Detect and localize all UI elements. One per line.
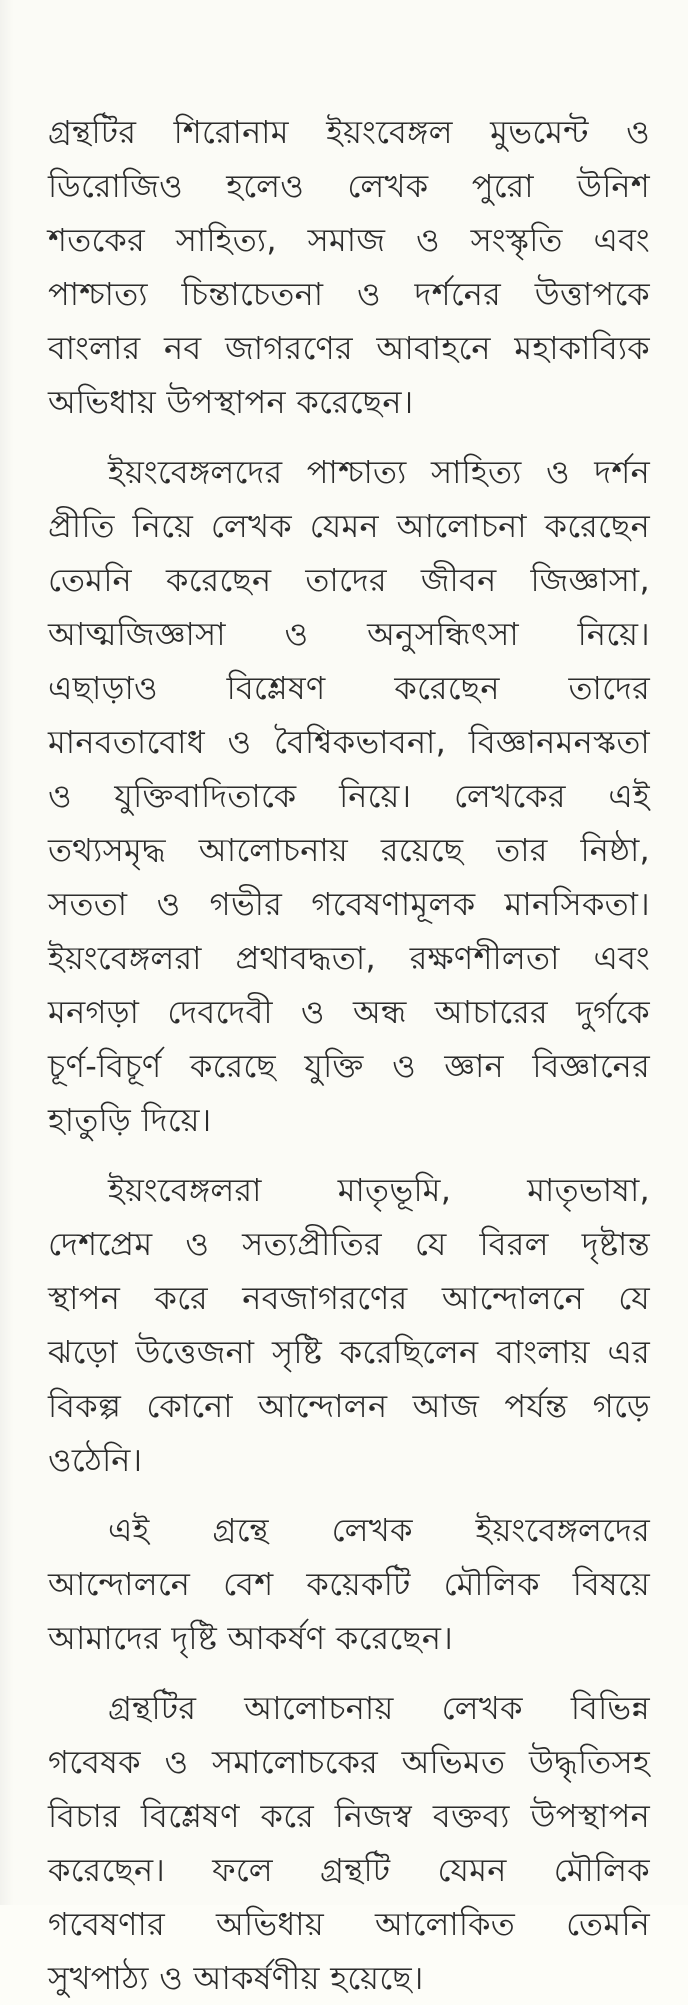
text-line: আমাদের দৃষ্টি আকর্ষণ করেছেন। [48, 1619, 454, 1657]
paragraph-2 [0, 445, 688, 1147]
text-line: আন্দোলনে বেশ কয়েকটি মৌলিক বিষয়ে [48, 1565, 650, 1603]
text-line: মনগড়া দেবদেবী ও অন্ধ আচারের দুর্গকে [48, 993, 650, 1031]
text-line: শতকের সাহিত্য, সমাজ ও সংস্কৃতি এবং [48, 221, 650, 259]
text-line: প্রীতি নিয়ে লেখক যেমন আলোচনা করেছেন [48, 507, 650, 545]
text-line: করেছেন। ফলে গ্রন্থটি যেমন মৌলিক [48, 1851, 650, 1889]
text-line: ইয়ংবেঙ্গলরা প্রথাবদ্ধতা, রক্ষণশীলতা এবং [48, 939, 650, 977]
text-line: স্থাপন করে নবজাগরণের আন্দোলনে যে [48, 1279, 650, 1317]
text-line: এছাড়াও বিশ্লেষণ করেছেন তাদের [48, 669, 650, 707]
text-line: ডিরোজিও হলেও লেখক পুরো উনিশ [48, 167, 650, 205]
text-line: বিকল্প কোনো আন্দোলন আজ পর্যন্ত গড়ে [48, 1387, 650, 1425]
text-line: মানবতাবোধ ও বৈশ্বিকভাবনা, বিজ্ঞানমনস্কতা [48, 723, 650, 761]
text-line: এই গ্রন্থে লেখক ইয়ংবেঙ্গলদের [108, 1511, 650, 1549]
text-line: গ্রন্থটির আলোচনায় লেখক বিভিন্ন [108, 1689, 650, 1727]
text-line: তেমনি করেছেন তাদের জীবন জিজ্ঞাসা, [48, 561, 650, 599]
text-line: চূর্ণ-বিচূর্ণ করেছে যুক্তি ও জ্ঞান বিজ্ঞানের [48, 1047, 650, 1085]
text-line: সুখপাঠ্য ও আকর্ষণীয় হয়েছে। [48, 1959, 424, 1997]
text-line: বিচার বিশ্লেষণ করে নিজস্ব বক্তব্য উপস্থাপন [48, 1797, 650, 1835]
text-line: বাংলার নব জাগরণের আবাহনে মহাকাব্যিক [48, 329, 650, 367]
text-line: ইয়ংবেঙ্গলদের পাশ্চাত্য সাহিত্য ও দর্শন [108, 453, 650, 491]
paragraph-5 [0, 1681, 688, 2005]
paragraph-4 [0, 1503, 688, 1665]
text-line: গবেষক ও সমালোচকের অভিমত উদ্ধৃতিসহ [48, 1743, 650, 1781]
text-line: সততা ও গভীর গবেষণামূলক মানসিকতা। [48, 885, 650, 923]
text-line: ওঠেনি। [48, 1441, 143, 1479]
text-line: ঝড়ো উত্তেজনা সৃষ্টি করেছিলেন বাংলায় এর [48, 1333, 650, 1371]
text-line: অভিধায় উপস্থাপন করেছেন। [48, 383, 414, 421]
text-line: আত্মজিজ্ঞাসা ও অনুসন্ধিৎসা নিয়ে। [48, 615, 650, 653]
text-line: পাশ্চাত্য চিন্তাচেতনা ও দর্শনের উত্তাপকে [48, 275, 650, 313]
text-line: গবেষণার অভিধায় আলোকিত তেমনি [48, 1905, 650, 1943]
paragraph-3 [0, 1163, 688, 1487]
text-line: হাতুড়ি দিয়ে। [48, 1101, 212, 1139]
text-line: দেশপ্রেম ও সত্যপ্রীতির যে বিরল দৃষ্টান্ত [48, 1225, 650, 1263]
text-line: গ্রন্থটির শিরোনাম ইয়ংবেঙ্গল মুভমেন্ট ও [48, 113, 650, 151]
text-line: ও যুক্তিবাদিতাকে নিয়ে। লেখকের এই [48, 777, 650, 815]
text-line: তথ্যসমৃদ্ধ আলোচনায় রয়েছে তার নিষ্ঠা, [48, 831, 650, 869]
paragraph-1 [0, 105, 688, 429]
text-line: ইয়ংবেঙ্গলরা মাতৃভূমি, মাতৃভাষা, [108, 1171, 650, 1209]
